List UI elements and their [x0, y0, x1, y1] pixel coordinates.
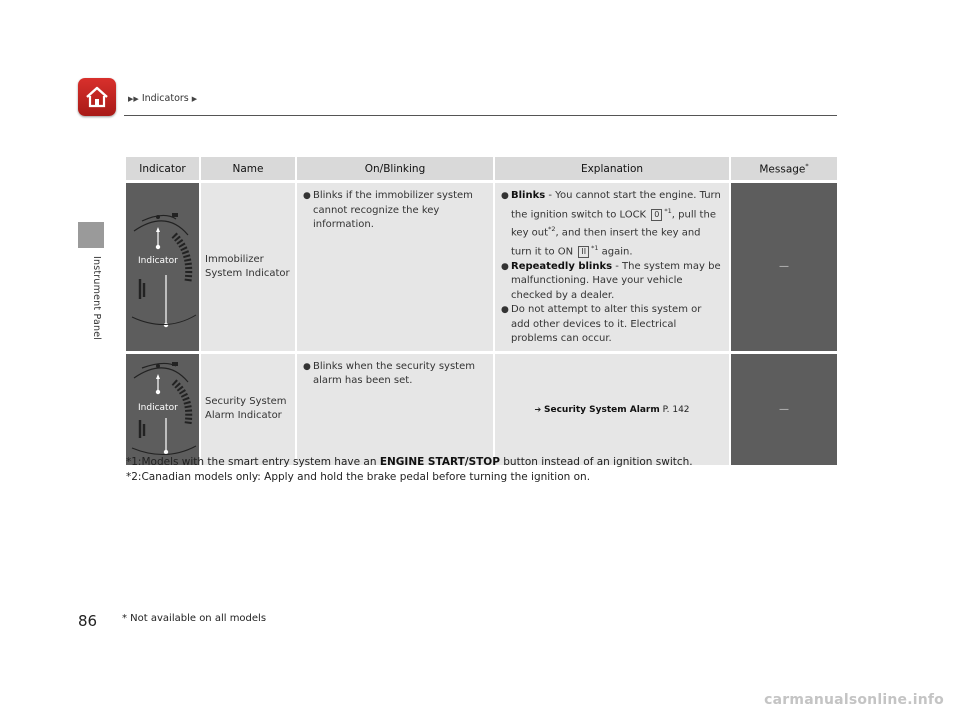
table-header-row [126, 157, 837, 180]
watermark: carmanualsonline.info [764, 692, 944, 708]
gauge-cluster-icon [126, 183, 201, 338]
message-cell: — [731, 354, 837, 465]
explanation-cell [495, 183, 731, 351]
page-reference-link[interactable]: ➔ Security System Alarm P. 142 [534, 404, 690, 415]
explanation-bullet-1: Blinks - You cannot start the engine. Turn the ignition switch to LOCK 0 $^{*1}$, pull the key out$^{*2}$, and then insert the key and turn it to ON II $^{*1}$ again. [511, 190, 721, 258]
section-tab-marker [78, 222, 104, 248]
home-button[interactable] [78, 78, 116, 116]
lock-key-icon: 0 [651, 209, 662, 221]
indicator-table [126, 154, 837, 468]
on-blinking-cell [297, 354, 495, 465]
page-number: 86 [78, 612, 98, 630]
message-cell: — [731, 183, 837, 351]
bullet-icon: ● [501, 261, 509, 272]
bullet-icon: ● [303, 361, 311, 372]
on-key-icon: II [578, 246, 589, 258]
reference-arrow-icon: ➔ [534, 404, 542, 414]
indicator-illustration [126, 354, 201, 465]
home-icon [84, 85, 110, 109]
table-row [126, 354, 837, 465]
section-label: Instrument Panel [91, 256, 102, 341]
explanation-bullet-2: Repeatedly blinks - The system may be malfunctioning. Have your vehicle checked by a dealer. [511, 260, 721, 301]
explanation-cell [495, 354, 731, 465]
table-row [126, 183, 837, 351]
on-blinking-text: Blinks when the security system alarm has been set. [313, 360, 475, 387]
on-blinking-text: Blinks if the immobilizer system cannot recognize the key information. [313, 190, 473, 230]
indicator-name: Security System Alarm Indicator [201, 354, 297, 465]
col-header-message: Message* [731, 157, 837, 180]
breadcrumb-label: Indicators [141, 93, 189, 104]
explanation-bullet-3: Do not attempt to alter this system or add other devices to it. Electrical problems can occur. [511, 304, 702, 345]
col-header-name: Name [201, 157, 297, 180]
col-header-on-blinking: On/Blinking [297, 157, 495, 180]
bullet-icon: ● [501, 191, 509, 201]
header-divider [124, 115, 837, 116]
footnote-1: *1:Models with the smart entry system have an ENGINE START/STOP button instead of an ignition switch. [126, 456, 693, 468]
availability-note: * Not available on all models [122, 613, 267, 624]
bullet-icon: ● [303, 191, 311, 201]
on-blinking-cell [297, 183, 495, 351]
gauge-cluster-icon [126, 354, 201, 462]
indicator-callout-label: Indicator [138, 402, 178, 413]
footnotes [126, 455, 693, 485]
indicator-illustration [126, 183, 201, 351]
breadcrumb-arrow-icon: ▶▶ [128, 95, 139, 103]
bullet-icon: ● [501, 305, 509, 316]
col-header-explanation: Explanation [495, 157, 731, 180]
breadcrumb-arrow-icon: ▶ [191, 95, 198, 103]
indicator-callout-label: Indicator [138, 256, 178, 266]
footnote-2: *2:Canadian models only: Apply and hold the brake pedal before turning the ignition on. [126, 471, 591, 483]
footnote-mark: * [805, 161, 809, 170]
col-header-indicator: Indicator [126, 157, 201, 180]
indicator-name: Immobilizer System Indicator [201, 183, 297, 351]
breadcrumb[interactable] [128, 93, 197, 104]
